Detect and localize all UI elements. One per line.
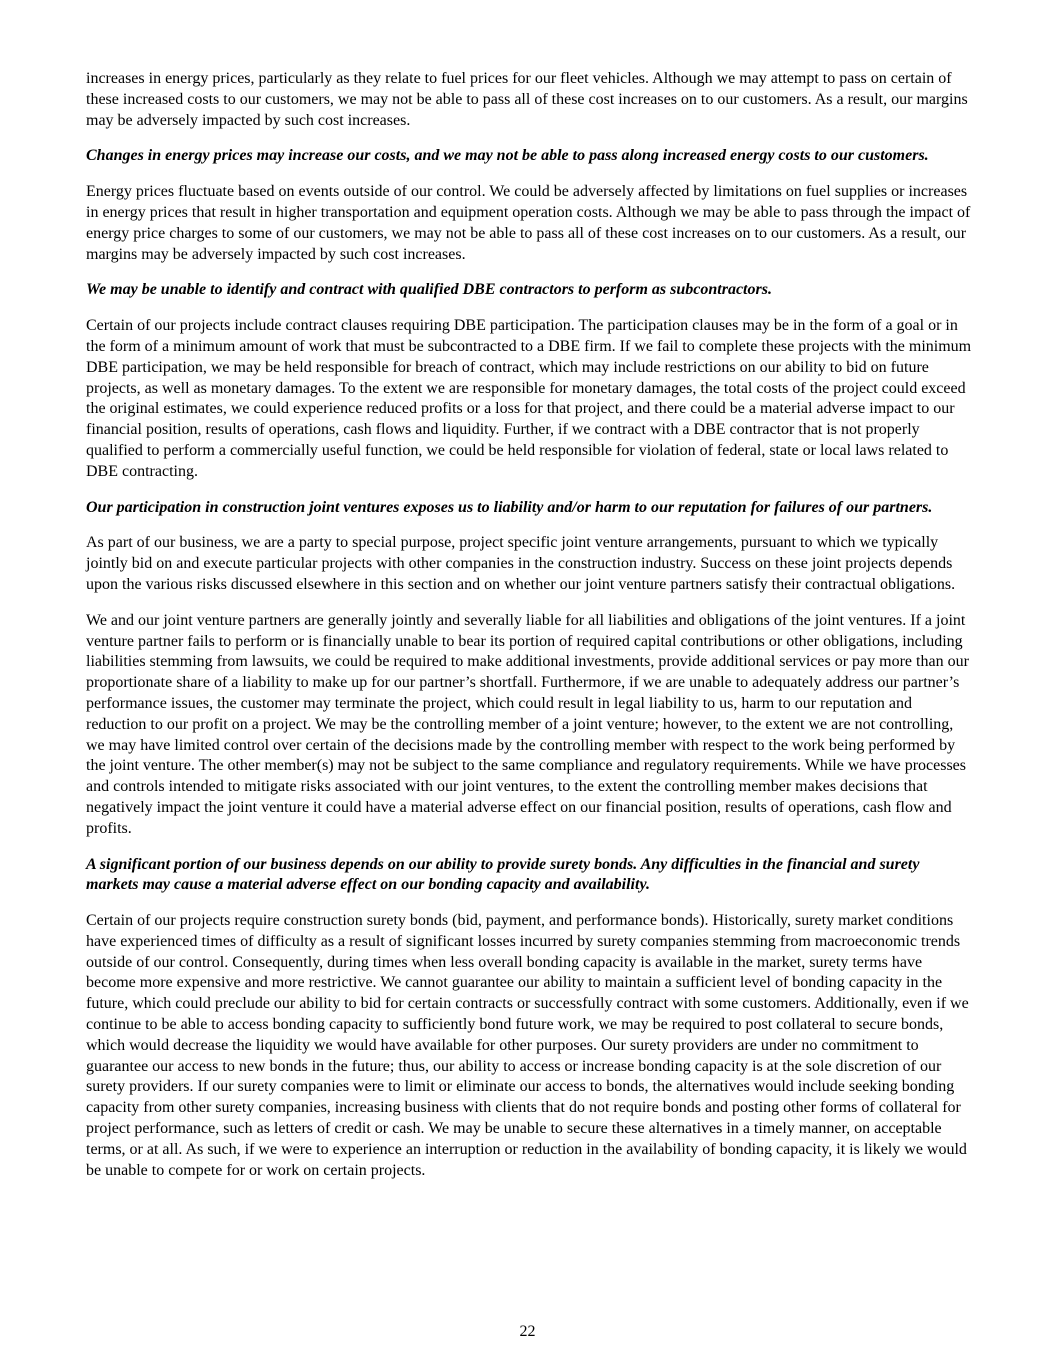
document-body: [86, 69, 974, 1196]
page-number: 22: [519, 1323, 536, 1340]
paragraph-surety-bonds: Certain of our projects require construction surety bonds (bid, payment, and performance bonds). Historically, surety market conditions have experienced times of difficulty as a result of significant losses incurred by surety companies stemming from macroeconomic trends outside of our control. Consequently, during times when less overall bonding capacity is available in the market, surety terms have become more expensive and more restrictive. We cannot guarantee our ability to maintain a sufficient level of bonding capacity in the future, which could preclude our ability to bid for certain contracts or successfully contract with some customers. Additionally, even if we continue to be able to access bonding capacity to sufficiently bond future work, we may be required to post collateral to secure bonds, which would decrease the liquidity we would have available for other purposes. Our surety providers are under no commitment to guarantee our access to new bonds in the future; thus, our ability to access or increase bonding capacity is at the sole discretion of our surety providers. If our surety companies were to limit or eliminate our access to bonds, the alternatives would include seeking bonding capacity from other surety companies, increasing business with clients that do not require bonds and posting other forms of collateral for project performance, such as letters of credit or cash. We may be unable to secure these alternatives in a timely manner, on acceptable terms, or at all. As such, if we were to experience an interruption or reduction in the availability of bonding capacity, it is likely we would be unable to compete for or work on certain projects.: [86, 912, 969, 1179]
paragraph-dbe-contractors: Certain of our projects include contract clauses requiring DBE participation. The participation clauses may be in the form of a goal or in the form of a minimum amount of work that must be subcontracted to a DBE firm. If we fail to complete these projects with the minimum DBE participation, we may be held responsible for breach of contract, which may include restrictions on our ability to bid on future projects, as well as monetary damages. To the extent we are responsible for monetary damages, the total costs of the project could exceed the original estimates, we could experience reduced profits or a loss for that project, and there could be a material adverse impact to our financial position, results of operations, cash flows and liquidity. Further, if we contract with a DBE contractor that is not properly qualified to perform a commercially useful function, we could be held responsible for violation of federal, state or local laws related to DBE contracting.: [86, 317, 972, 480]
heading-surety-bonds: A significant portion of our business depends on our ability to provide surety bonds. Any difficulties in the financial and surety markets may cause a material adverse effect on our bonding capacity and availability.: [86, 855, 920, 894]
paragraph-joint-ventures-1: As part of our business, we are a party to special purpose, project specific joint venture arrangements, pursuant to which we typically jointly bid on and execute particular projects with other companies in the construction industry. Success on these joint projects depends upon the various risks discussed elsewhere in this section and on whether our joint venture partners satisfy their contractual obligations.: [86, 534, 956, 593]
heading-joint-ventures: Our participation in construction joint ventures exposes us to liability and/or harm to our reputation for failures of our partners.: [86, 498, 933, 516]
heading-energy-prices: Changes in energy prices may increase our costs, and we may not be able to pass along increased energy costs to our customers.: [86, 147, 929, 165]
paragraph-energy-prices: Energy prices fluctuate based on events outside of our control. We could be adversely affected by limitations on fuel supplies or increases in energy prices that result in higher transportation and equipment operation costs. Although we may be able to pass through the impact of energy price charges to some of our customers, we may not be able to pass all of these cost increases on to our customers. As a result, our margins may be adversely impacted by such cost increases.: [86, 183, 971, 263]
paragraph-energy-cost-intro: increases in energy prices, particularly as they relate to fuel prices for our fleet vehicles. Although we may attempt to pass on certain of these increased costs to our customers, we may not be able to pass all of these cost increases on to our customers. As a result, our margins may be adversely impacted by such cost increases.: [86, 70, 968, 129]
heading-dbe-contractors: We may be unable to identify and contract with qualified DBE contractors to perform as subcontractors.: [86, 281, 772, 299]
paragraph-joint-ventures-2: We and our joint venture partners are generally jointly and severally liable for all liabilities and obligations of the joint ventures. If a joint venture partner fails to perform or is financially unable to bear its portion of required capital contributions or other obligations, including liabilities stemming from lawsuits, we could be required to make additional investments, provide additional services or pay more than our proportionate share of a liability to make up for our partner’s shortfall. Furthermore, if we are unable to adequately address our partner’s performance issues, the customer may terminate the project, which could result in legal liability to us, harm to our reputation and reduction to our profit on a project. We may be the controlling member of a joint venture; however, to the extent we are not controlling, we may have limited control over certain of the decisions made by the controlling member with respect to the work being performed by the joint venture. The other member(s) may not be subject to the same compliance and regulatory requirements. While we have processes and controls intended to mitigate risks associated with our joint ventures, to the extent the controlling member makes decisions that negatively impact the joint venture it could have a material adverse effect on our financial position, results of operations, cash flow and profits.: [86, 611, 969, 837]
